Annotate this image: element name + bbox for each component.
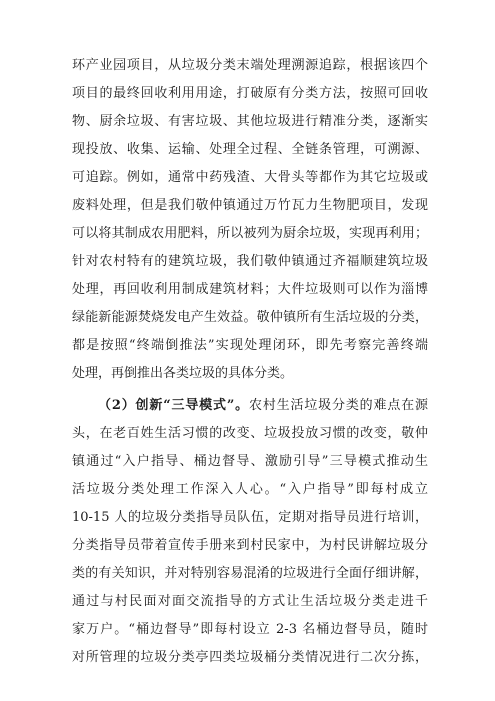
section-heading: （2）创新“三导模式”。 xyxy=(98,398,249,413)
text-line: 活垃圾分类处理工作深入人心。“入户指导”即每村成立 xyxy=(72,482,428,497)
text-line: 处理，再回收利用制成建筑材料；大件垃圾则可以作为淄博 xyxy=(72,282,428,297)
section-heading-line xyxy=(98,392,428,420)
text-line: 都是按照“终端倒推法”实现处理闭环，即先考察完善终端 xyxy=(72,338,428,353)
text-line: 分类指导员带着宣传手册来到村民家中，为村民讲解垃圾分 xyxy=(72,538,428,553)
text-line: 头，在老百姓生活习惯的改变、垃圾投放习惯的改变，敬仲 xyxy=(72,426,428,441)
text-line: 可追踪。例如，通常中药残渣、大骨头等都作为其它垃圾或 xyxy=(72,170,428,185)
text-fragment: 农村生活垃圾分类的难点在源 xyxy=(249,398,428,413)
text-line: 通过与村民面对面交流指导的方式让生活垃圾分类走进千 xyxy=(72,594,428,609)
text-line: 镇通过“入户指导、桶边督导、激励引导”三导模式推动生 xyxy=(72,454,428,469)
text-line: 可以将其制成农用肥料，所以被列为厨余垃圾，实现再利用； xyxy=(72,226,428,241)
text-line: 10-15 人的垃圾分类指导员队伍，定期对指导员进行培训， xyxy=(72,510,428,525)
text-line: 物、厨余垃圾、有害垃圾、其他垃圾进行精准分类，逐渐实 xyxy=(72,114,428,129)
text-line: 类的有关知识，并对特别容易混淆的垃圾进行全面仔细讲解， xyxy=(72,566,428,581)
text-line: 处理，再倒推出各类垃圾的具体分类。 xyxy=(72,366,294,381)
text-line: 对所管理的垃圾分类亭四类垃圾桶分类情况进行二次分拣， xyxy=(72,650,428,665)
text-line: 项目的最终回收利用用途，打破原有分类方法，按照可回收 xyxy=(72,86,428,101)
text-line: 废料处理，但是我们敬仲镇通过万竹瓦力生物肥项目，发现 xyxy=(72,198,428,213)
text-line: 家万户。“桶边督导”即每村设立 2-3 名桶边督导员，随时 xyxy=(72,622,428,637)
text-line: 环产业园项目，从垃圾分类末端处理溯源追踪，根据该四个 xyxy=(72,58,428,73)
text-line: 针对农村特有的建筑垃圾，我们敬仲镇通过齐福顺建筑垃圾 xyxy=(72,254,428,269)
text-line: 绿能新能源焚烧发电产生效益。敬仲镇所有生活垃圾的分类， xyxy=(72,310,428,325)
text-line: 现投放、收集、运输、处理全过程、全链条管理，可溯源、 xyxy=(72,142,428,157)
